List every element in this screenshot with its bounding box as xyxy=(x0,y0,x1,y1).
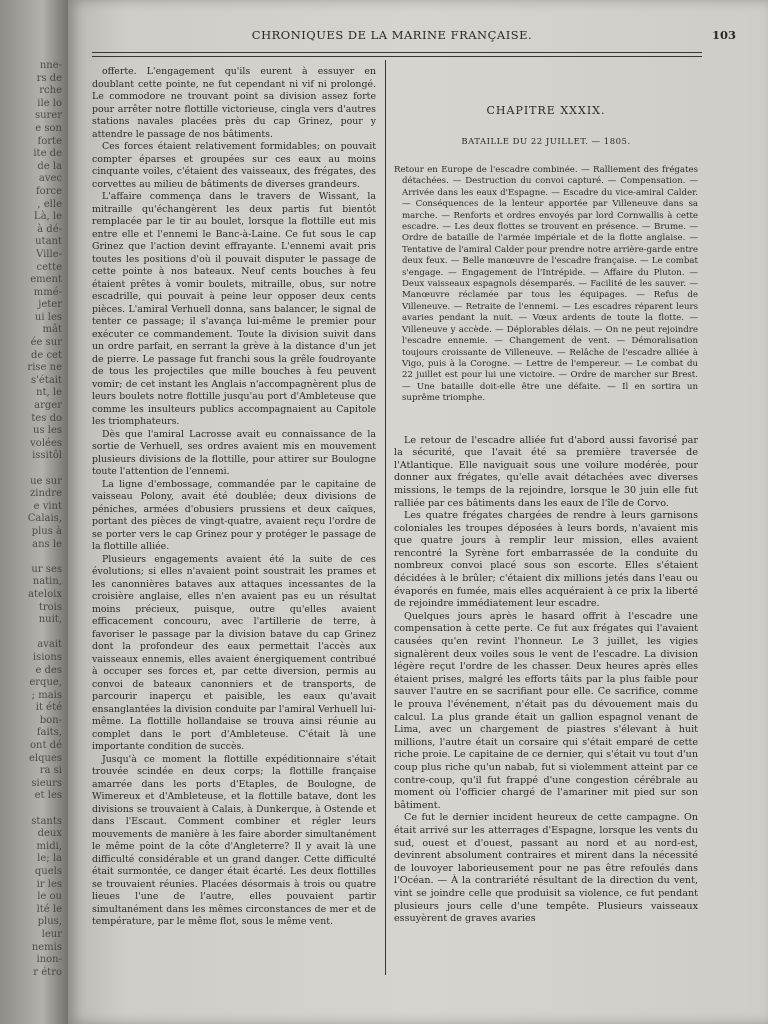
fragment-line: e vint xyxy=(33,500,62,512)
previous-page-edge xyxy=(0,60,62,1020)
header-rule xyxy=(92,52,702,53)
fragment-line: us les xyxy=(33,425,62,437)
fragment-line: ite de xyxy=(33,148,62,160)
right-column xyxy=(394,104,698,974)
column-divider xyxy=(385,60,386,975)
fragment-line: arger xyxy=(34,400,62,412)
fragment-line: zindre xyxy=(29,488,62,500)
header-rule-thin xyxy=(92,56,702,57)
fragment-line: nemis xyxy=(31,941,62,953)
fragment-line: isions xyxy=(32,651,62,663)
fragment-line: lté le xyxy=(36,903,62,915)
page xyxy=(68,0,768,1024)
fragment-line: leur xyxy=(41,928,62,940)
fragment-line: it été xyxy=(35,702,62,714)
fragment-line: ile lo xyxy=(37,97,62,109)
fragment-line: ; mais xyxy=(31,689,62,701)
fragment-line: ir les xyxy=(36,878,62,890)
fragment-line: quels xyxy=(34,866,62,877)
fragment-line: et les xyxy=(34,790,62,802)
fragment-line: avec xyxy=(38,173,62,185)
fragment-line: natin, xyxy=(32,576,62,588)
fragment-line: erque, xyxy=(29,677,62,689)
fragment-line: deux xyxy=(37,828,62,840)
fragment-line: le; la xyxy=(37,853,62,865)
fragment-line: de la xyxy=(37,160,62,172)
paragraph: Les quatre frégates chargées de rendre à leurs garnisons coloniales les troupes déposées à leurs bords, n'avaient mis que quatre jours à remplir leur mission, elles avaient rencontré la Syrène fort embarrassée de la conduite du nombreux convoi placé sous son escorte. Elles s'étaient décidées à le brûler; c'étaient dix millions jetés dans l'eau ou évaporés en fumée, mais elles acquéraient à ce prix la liberté de rejoindre immédiatement leur escadre. xyxy=(394,510,698,610)
paragraph: offerte. L'engagement qu'ils eurent à essuyer en doublant cette pointe, ne fut cependant ni vif ni prolongé. Le commodore ne trouvant point sa division assez forte pour arrêter notre flottille victorieuse, cingla vers d'autres stations navales placées près du cap Grinez, pour y attendre le passage de nos bâtiments. xyxy=(92,66,376,140)
fragment-line: nne- xyxy=(39,60,62,71)
paragraph: Le retour de l'escadre alliée fut d'abord aussi favorisé par la sécurité, que l'avait été sa première traversée de l'Atlantique. Elle naviguait sous une voilure modérée, pour donner aux frégates, qu'elle avait détachées avec diverses missions, le temps de la rejoindre, lorsque le 30 juin elle fut ralliée par ces bâtiments dans les eaux de l'île de Corvo. xyxy=(394,434,698,509)
fragment-line: ra si xyxy=(39,765,62,777)
fragment-line: forte xyxy=(37,135,62,147)
fragment-line: ans le xyxy=(32,538,62,550)
fragment-line: inon- xyxy=(36,954,62,966)
fragment-line xyxy=(0,551,62,564)
fragment-line: plus, xyxy=(37,916,62,928)
fragment-line xyxy=(0,627,62,640)
fragment-line xyxy=(0,463,62,476)
chapter-summary: Retour en Europe de l'escadre combinée. — Ralliement des frégates détachées. — Destruction du convoi capturé. — Compensation. — Arrivée dans les eaux d'Espagne. — Escadre du vice-amiral Calder. — Conséquences de la lenteur apportée par Villeneuve dans sa marche. — Renforts et ordres envoyés par lord Cornwallis à cette escadre. — Les deux flottes se trouvent en présence. — Brume. — Ordre de bataille de l'armée impériale et de la flotte anglaise. — Tentative de l'amiral Calder pour prendre notre arrière-garde entre deux feux. — Belle manœuvre de l'escadre française. — Le combat s'engage. — Engagement de l'Intrépide. — Affaire du Pluton. — Deux vaisseaux espagnols désemparés. — Facilité de les sauver. — Manœuvre réclamée par tous les équipages. — Refus de Villeneuve. — Retraite de l'ennemi. — Les escadres réparent leurs avaries pendant la nuit. — Vœux ardents de toute la flotte. — Villeneuve y accède. — Déplorables délais. — On ne peut rejoindre l'escadre ennemie. — Changement de vent. — Démoralisation toujours croissante de Villeneuve. — Relâche de l'escadre alliée à Vigo, puis à la Corogne. — Lettre de l'empereur. — Le combat du 22 juillet est pour lui une victoire. — Ordre de marcher sur Brest. — Une bataille doit-elle être une défaite. — Il en sortira un suprême triomphe. xyxy=(394,165,698,404)
paragraph: Ce fut le dernier incident heureux de cette campagne. On était arrivé sur les atterrages d'Espagne, lorsque les vents du sud, ouest et d'ouest, passant au nord et au nord-est, devinrent absolument contraires et mirent dans la nécessité de louvoyer laborieusement pour ne pas être refoulés dans l'Océan. — À la contrariété résultant de la direction du vent, vint se joindre celle que produisit sa violence, ce fut pendant plusieurs jours celle d'une tempête. Plusieurs vaisseaux essuyèrent de graves avaries xyxy=(394,812,698,925)
fragment-line: jeter xyxy=(38,299,62,311)
fragment-line: elques xyxy=(28,752,62,764)
fragment-line: sieurs xyxy=(31,777,62,789)
fragment-line: ateloix xyxy=(28,588,62,600)
page-number: 103 xyxy=(711,28,736,42)
fragment-line: Là, le xyxy=(33,211,62,223)
fragment-line: mmé- xyxy=(33,286,62,298)
fragment-line: Calais, xyxy=(27,513,62,525)
fragment-line: cette xyxy=(36,261,62,273)
fragment-line: nuit, xyxy=(38,614,62,626)
fragment-line xyxy=(0,803,62,816)
fragment-line: e des xyxy=(35,664,62,676)
right-body xyxy=(394,435,698,926)
chapter-title: CHAPITRE XXXIX. xyxy=(486,104,606,117)
fragment-line: midi, xyxy=(36,840,62,852)
fragment-line: nt, le xyxy=(36,387,62,399)
paragraph: Dès que l'amiral Lacrosse avait eu connaissance de la sortie de Verhuell, ses ordres avaient mis en mouvement plusieurs divisions de la flottille, pour attirer sur Boulogne toute l'attention de l'ennemi. xyxy=(92,428,376,477)
paragraph: Jusqu'à ce moment la flottille expéditionnaire s'était trouvée scindée en deux corps; la flottille française amarrée dans les ports d'Etaples, de Boulogne, de Wimereux et d'Ambleteuse, et la flottille batave, dont les divisions se trouvaient à Calais, à Dunkerque, à Ostende et dans l'Escaut. Comment combiner et régler leurs mouvements de manière à les faire aborder simultanément le même point de la côte d'Angleterre? Il y avait là une difficulté considérable et un grand danger. Cette difficulté était surmontée, ce danger était écarté. Les deux flottilles se trouvaient réunies. Placées désormais à trois ou quatre lieues l'une de l'autre, elles pouvaient partir simultanément dans les mêmes circonstances de mer et de température, par le même flot, sous le même vent. xyxy=(92,753,376,927)
fragment-line: rise ne xyxy=(27,362,62,374)
fragment-line: rs de xyxy=(36,72,62,84)
fragment-line: surer xyxy=(34,110,62,122)
fragment-line: de cet xyxy=(30,349,62,361)
fragment-line: issitôl xyxy=(32,450,62,462)
fragment-line: force xyxy=(35,185,62,197)
fragment-line: tes do xyxy=(31,412,62,424)
fragment-line: e son xyxy=(35,122,62,134)
fragment-line: bon- xyxy=(39,714,62,726)
paragraph: La ligne d'embossage, commandée par le capitaine de vaisseau Polony, avait été doublée; deux divisions de péniches, armées d'obusiers prussiens et deux caïques, portant des pièces de vingt-quatre, avaient reçu l'ordre de se porter vers le cap Grinez pour y protéger le passage de la flottille alliée. xyxy=(92,478,376,552)
fragment-line: r étro xyxy=(33,966,62,978)
left-column xyxy=(92,66,376,971)
fragment-line: Ville- xyxy=(36,248,62,260)
fragment-line: s'était xyxy=(31,374,62,386)
paragraph: L'affaire commença dans le travers de Wissant, la mitraille qu'échangèrent les deux partis fut bientôt remplacée par le tir au boulet, lorsque la flottille eut mis entre elle et l'ennemi le Banc-à-Laine. Ce fut sous le cap Grinez que l'action devint effrayante. L'ennemi avait pris toutes les positions d'où il pouvait disputer le passage de cette pointe à nos bateaux. Neuf cents bouches à feu étaient prêtes à vomir boulets, mitraille, obus, sur notre escadrille, qui pouvait à peine leur opposer deux cents pièces. L'amiral Verhuell donna, sans balancer, le signal de tenter ce passage; il s'avança lui-même le premier pour exécuter ce commandement. Toute la division suivit dans un ordre parfait, en serrant la grève à la distance d'un jet de pierre. Le passage fut franchi sous la grêle foudroyante de tous les projectiles que mille bouches à feu peuvent vomir; de cet instant les Anglais n'accompagnèrent plus de leurs boulets notre flottille jusqu'au port d'Ambleteuse que comme les insulteurs publics accompagnaient au Capitole les triomphateurs. xyxy=(92,191,376,427)
fragment-line: trois xyxy=(38,601,62,613)
fragment-line: ont dé xyxy=(30,740,62,752)
fragment-line: ue sur xyxy=(30,475,62,487)
fragment-line: rche xyxy=(39,85,62,97)
fragment-line: utant xyxy=(35,236,62,248)
running-title: CHRONIQUES DE LA MARINE FRANÇAISE. xyxy=(251,28,533,42)
fragment-line: à dé- xyxy=(37,223,62,235)
fragment-line: ui les xyxy=(34,311,62,323)
fragment-line: volées xyxy=(30,437,62,449)
fragment-line: mât xyxy=(42,324,62,336)
fragment-line: plus à xyxy=(31,525,62,537)
chapter-subtitle: BATAILLE DU 22 JUILLET. — 1805. xyxy=(461,137,631,147)
fragment-line: faits, xyxy=(36,727,62,739)
fragment-line: ée sur xyxy=(30,337,62,349)
paragraph: Quelques jours après le hasard offrit à l'escadre une compensation à cette perte. Ce fut aux frégates qui l'avaient causées qu'en revint l'honneur. Le 3 juillet, les vigies signalèrent deux voiles sous le vent de l'escadre. La division légère reçut l'ordre de les chasser. Deux heures après elles étaient prises, malgré les efforts tâits par la plus faible pour sauver l'autre en se sacrifiant pour elle. Ce sacrifice, comme le prouva l'événement, n'était pas du dévouement mais du calcul. La plus grande était un gallion espagnol venant de Lima, avec un chargement de piastres s'élevant à huit millions, l'autre était un corsaire qui s'était emparé de cette riche proie. Le capitaine de ce dernier, qui s'était vu tout d'un coup plus riche qu'un nabab, fut si violemment atteint par ce contre-coup, qu'il fut frappé d'une congestion cérébrale au moment où l'officier chargé de l'amariner mit pied sur son bâtiment. xyxy=(394,610,698,811)
fragment-line: , elle xyxy=(37,198,62,210)
fragment-line: avait xyxy=(37,639,62,651)
fragment-line: stants xyxy=(31,815,62,827)
fragment-line: ement xyxy=(30,274,62,286)
paragraph: Ces forces étaient relativement formidables; on pouvait compter éparses et groupées sur ces eaux au moins cinquante voiles, c'étaient des vaisseaux, des frégates, des corvettes au milieu de bâtiments de diverses grandeurs. xyxy=(92,141,376,190)
fragment-line: le ou xyxy=(37,891,62,903)
fragment-line: ur ses xyxy=(31,563,62,575)
paragraph: Plusieurs engagements avaient été la suite de ces évolutions; si elles n'avaient point soustrait les prames et les canonnières bataves aux attaques incessantes de la croisière anglaise, elles n'en avaient pas eu un résultat moins précieux, puisque, outre qu'elles avaient efficacement concouru, avec l'artillerie de terre, à favoriser le passage par la division batave du cap Grinez dont la profondeur des eaux permettait l'accès aux vaisseaux ennemis, elles avaient énergiquement contribué à occuper ses forces et, par cette diversion, permis au convoi de bateaux canonniers et de transports, de parcourir inaperçu et paisible, les eaux qu'avait ensanglantées la division conduite par l'amiral Verhuell lui-même. La flottille hollandaise se trouva ainsi réunie au complet dans le port d'Ambleteuse. C'était là une importante condition de succès. xyxy=(92,553,376,752)
